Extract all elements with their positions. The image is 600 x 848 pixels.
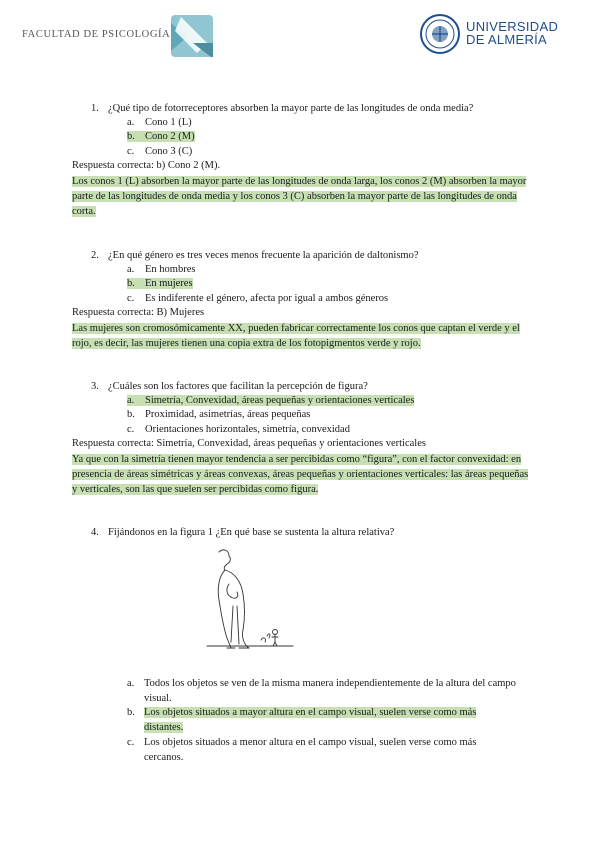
answer-2: Respuesta correcta: B) Mujeres xyxy=(72,307,205,318)
option-text: Proximidad, asimetrías, áreas pequeñas xyxy=(145,409,311,420)
explanation-3 xyxy=(72,452,530,497)
explanation-1 xyxy=(72,174,530,219)
explanation-text: Las mujeres son cromosómicamente XX, pueden fabricar correctamente los conos que captan el verde y el rojo, es decir, las mujeres tienen una copia extra de los fotopigmentos verde y rojo. xyxy=(72,323,520,349)
university-line1: UNIVERSIDAD xyxy=(466,19,559,34)
option-text: Cono 1 (L) xyxy=(145,117,192,128)
option-text: Todos los objetos se ven de la misma manera independientemente de la altura del campo visual. xyxy=(144,678,516,704)
option-1c xyxy=(127,146,192,157)
option-4b xyxy=(127,705,517,735)
option-text: Cono 3 (C) xyxy=(145,146,193,157)
option-letter: b. xyxy=(127,131,145,142)
option-3c xyxy=(127,424,350,435)
university-line2: DE ALMERÍA xyxy=(466,32,548,47)
question-number: 2. xyxy=(91,250,99,261)
question-number: 1. xyxy=(91,103,99,114)
option-text: Simetría, Convexidad, áreas pequeñas y orientaciones verticales xyxy=(145,395,415,406)
answer-1: Respuesta correcta: b) Cono 2 (M). xyxy=(72,160,221,171)
option-text: Los objetos situados a menor altura en el campo visual, suelen verse como más cercanos. xyxy=(144,737,477,763)
option-1a xyxy=(127,117,192,128)
question-text: ¿Qué tipo de fotorreceptores absorben la mayor parte de las longitudes de onda media? xyxy=(108,103,474,114)
figure-1-cartoon xyxy=(205,546,295,656)
explanation-text: Ya que con la simetría tienen mayor tendencia a ser percibidas como “figura”, con el factor convexidad: en presencia de áreas simétricas y áreas convexas, áreas pequeñas y orientaciones verticales: las áreas pequeñas y verticales, son las que suelen ser percibidas como figura. xyxy=(72,454,529,495)
option-3b xyxy=(127,409,310,420)
option-letter: a. xyxy=(127,678,135,689)
option-text: Cono 2 (M) xyxy=(145,131,195,142)
option-text: En mujeres xyxy=(145,278,193,289)
answer-3: Respuesta correcta: Simetría, Convexidad, áreas pequeñas y orientaciones verticales xyxy=(72,438,426,449)
option-2b xyxy=(127,278,193,289)
option-2a xyxy=(127,264,195,275)
question-number: 4. xyxy=(91,527,99,538)
question-text: Fijándonos en la figura 1 ¿En qué base se sustenta la altura relativa? xyxy=(108,527,395,538)
option-letter: c. xyxy=(127,146,135,157)
university-name xyxy=(466,20,558,46)
option-letter: a. xyxy=(127,395,145,406)
option-4a xyxy=(127,676,517,706)
option-letter: c. xyxy=(127,424,135,435)
option-text: Es indiferente el género, afecta por igual a ambos géneros xyxy=(145,293,389,304)
option-letter: b. xyxy=(127,278,145,289)
explanation-text: Los conos 1 (L) absorben la mayor parte de las longitudes de onda larga, los conos 2 (M) absorben la mayor parte de las longitudes de onda media y los conos 3 (C) absorben la mayor parte de las longitudes de onda corta. xyxy=(72,176,527,217)
option-4c xyxy=(127,735,517,765)
option-2c xyxy=(127,293,388,304)
explanation-2 xyxy=(72,321,530,351)
university-seal-icon xyxy=(420,14,460,54)
option-letter: b. xyxy=(127,409,135,420)
option-1b xyxy=(127,131,195,142)
option-letter: c. xyxy=(127,293,135,304)
option-text: Orientaciones horizontales, simetría, convexidad xyxy=(145,424,350,435)
option-text: Los objetos situados a mayor altura en el campo visual, suelen verse como más distantes. xyxy=(144,707,477,733)
option-letter: b. xyxy=(127,707,135,718)
option-text: En hombres xyxy=(145,264,196,275)
faculty-logo-icon xyxy=(167,13,217,59)
question-text: ¿Cuáles son los factores que facilitan la percepción de figura? xyxy=(108,381,368,392)
option-letter: a. xyxy=(127,264,135,275)
question-number: 3. xyxy=(91,381,99,392)
faculty-name: FACULTAD DE PSICOLOGÍA xyxy=(22,29,171,40)
option-letter: a. xyxy=(127,117,135,128)
option-letter: c. xyxy=(127,737,135,748)
option-3a xyxy=(127,395,414,406)
question-text: ¿En qué género es tres veces menos frecuente la aparición de daltonismo? xyxy=(108,250,419,261)
